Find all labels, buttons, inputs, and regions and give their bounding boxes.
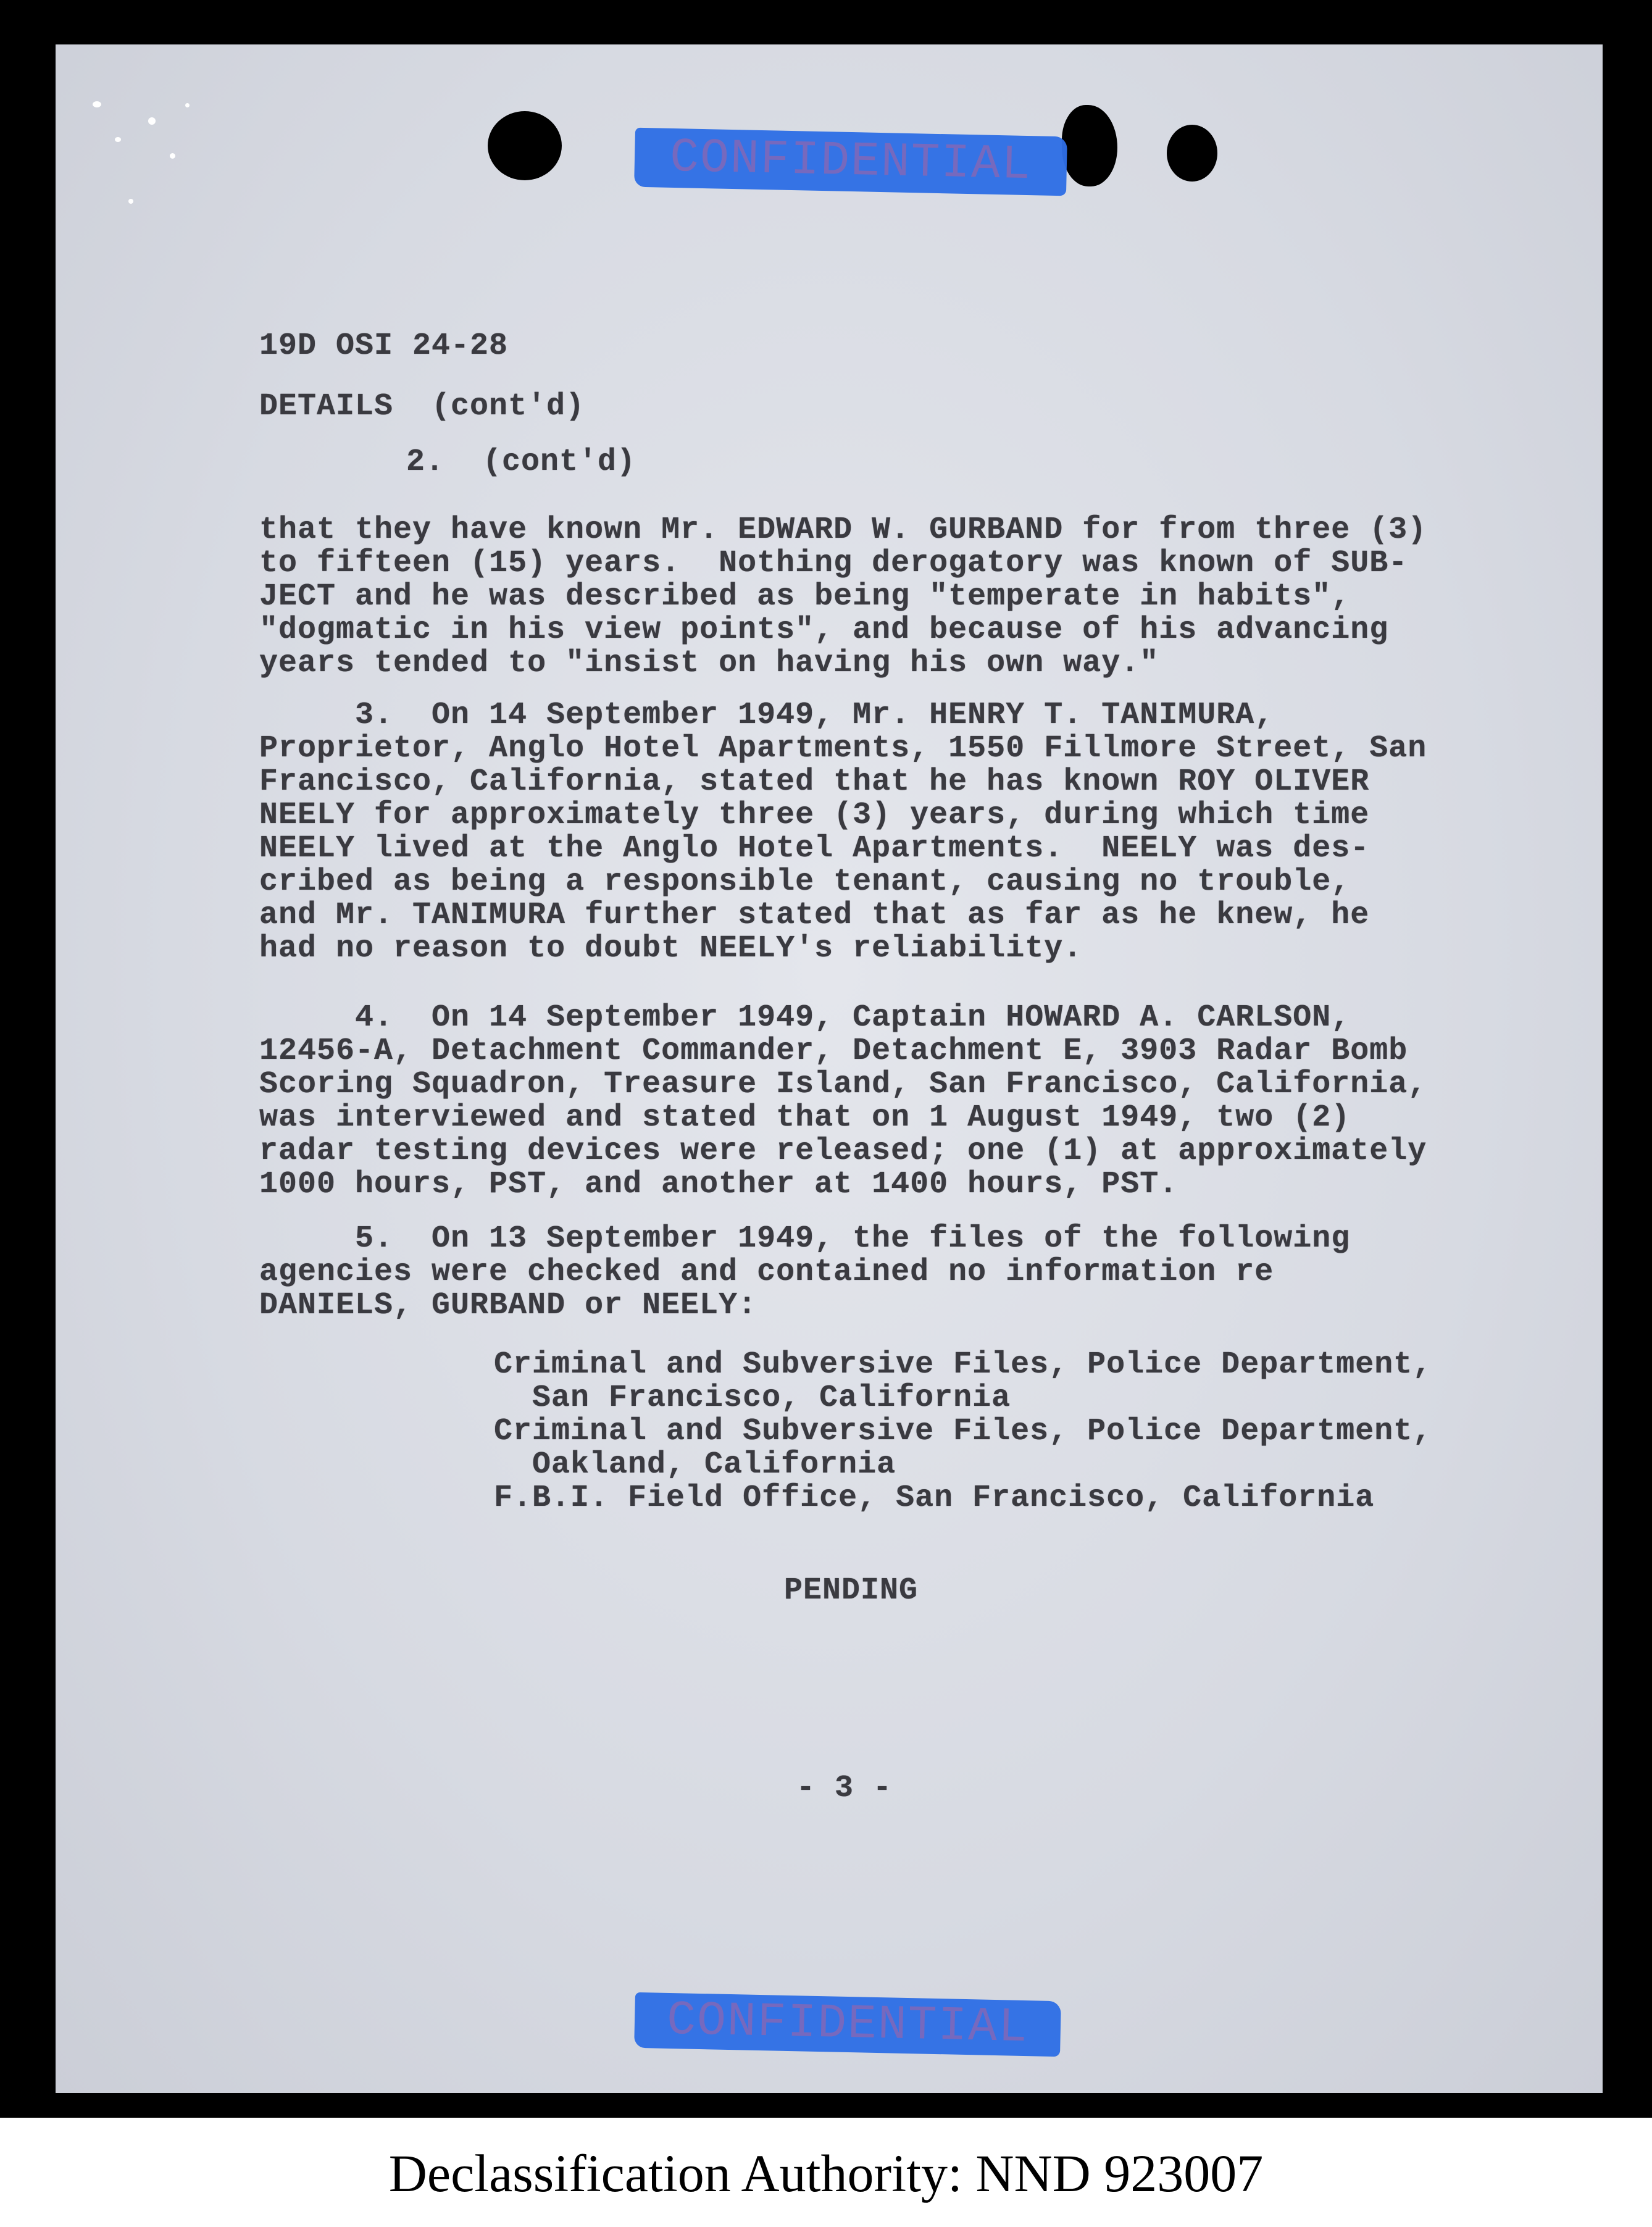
paragraph-5: 5. On 13 September 1949, the files of the following agencies were checked and contained no information re DANIELS, GURBAND or NEELY:	[259, 1221, 1351, 1323]
document-page	[56, 44, 1603, 2093]
confidential-stamp-bottom	[634, 1992, 1061, 2057]
confidential-stamp-top	[634, 128, 1067, 196]
section-heading: DETAILS (cont'd)	[259, 389, 585, 424]
paper-speck	[185, 103, 190, 107]
subsection-heading: 2. (cont'd)	[406, 445, 636, 480]
file-number: 19D OSI 24-28	[259, 328, 509, 364]
paragraph-3: 3. On 14 September 1949, Mr. HENRY T. TANIMURA, Proprietor, Anglo Hotel Apartments, 1550 Fillmore Street, San Francisco, California, stated that he has known ROY OLIVER NEELY for approximately three (3) years, during which time NEELY lived at the Anglo Hotel Apartments. NEELY was des- cribed as being a responsible tenant, causing no trouble, and Mr. TANIMURA further stated that as far as he knew, he had no reason to doubt NEELY's reliability.	[259, 698, 1427, 966]
paper-speck	[93, 101, 101, 107]
paper-speck	[128, 199, 133, 204]
paper-speck	[115, 137, 121, 142]
paper-speck	[148, 117, 156, 125]
paragraph-4: 4. On 14 September 1949, Captain HOWARD A. CARLSON, 12456-A, Detachment Commander, Detachment E, 3903 Radar Bomb Scoring Squadron, Treasure Island, San Francisco, California, was interviewed and stated that on 1 August 1949, two (2) radar testing devices were released; one (1) at approximately 1000 hours, PST, and another at 1400 hours, PST.	[259, 1000, 1427, 1202]
confidential-stamp-text: CONFIDENTIAL	[669, 130, 1032, 193]
paragraph-2-continued: that they have known Mr. EDWARD W. GURBAND for from three (3) to fifteen (15) years. Nothing derogatory was known of SUB- JECT and he was described as being "temperate in habits", "dogmatic in his view points", and because of his advancing years tended to "insist on having his own way."	[259, 512, 1427, 681]
punch-hole-right	[1167, 125, 1217, 182]
agencies-list: Criminal and Subversive Files, Police Department, San Francisco, California Criminal and Subversive Files, Police Department, Oakland, California F.B.I. Field Office, San Francisco, California	[494, 1347, 1432, 1516]
punch-hole-middle	[1062, 105, 1117, 186]
paper-speck	[170, 153, 175, 159]
punch-hole-left	[488, 111, 562, 180]
status-pending: PENDING	[784, 1573, 919, 1608]
confidential-stamp-text: CONFIDENTIAL	[666, 1993, 1029, 2056]
page-number: - 3 -	[796, 1771, 893, 1806]
declassification-footer: Declassification Authority: NND 923007	[388, 2144, 1264, 2203]
